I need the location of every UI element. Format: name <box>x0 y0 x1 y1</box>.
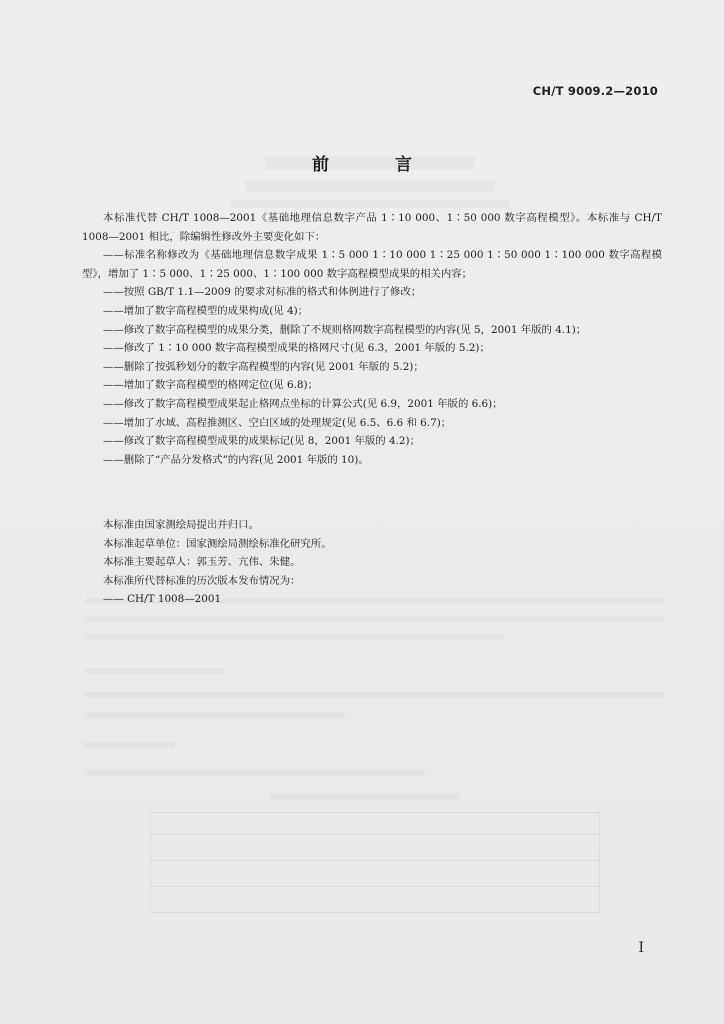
foreword-closing <box>82 516 662 609</box>
change-item: ——删除了“产品分发格式”的内容(见 2001 年版的 10)。 <box>103 453 369 466</box>
page-number: I <box>638 940 644 956</box>
standard-code: CH/T 9009.2—2010 <box>532 84 658 98</box>
change-item: ——标准名称修改为《基础地理信息数字成果 1∶5 000 1∶10 000 1∶25 000 1∶50 000 1∶100 000 数字高程模型》，增加了 1∶5 000、1∶25 000、1∶100 000 数字高程模型成果的相关内容； <box>82 249 662 280</box>
change-item: ——修改了数字高程模型成果的成果标记(见 8，2001 年版的 4.2)； <box>103 435 420 448</box>
change-item: ——修改了数字高程模型成果起止格网点坐标的计算公式(见 6.9，2001 年版的 6.6)； <box>103 397 503 410</box>
intro-paragraph: 本标准代替 CH/T 1008—2001《基础地理信息数字产品 1∶10 000、1∶50 000 数字高程模型》。本标准与 CH/T 1008—2001 相比，除编辑性修改外主要变化如下： <box>82 212 662 243</box>
change-item: ——删除了按弧秒划分的数字高程模型的内容(见 2001 年版的 5.2)； <box>103 360 424 373</box>
page-title: 前 言 <box>312 155 442 175</box>
proposer-line: 本标准由国家测绘局提出并归口。 <box>103 519 259 531</box>
foreword-body <box>82 209 662 469</box>
change-item: ——增加了数字高程模型的格网定位(见 6.8)； <box>103 379 318 392</box>
change-item: ——修改了 1∶10 000 数字高程模型成果的格网尺寸(见 6.3，2001 年版的 5.2)； <box>103 342 490 355</box>
change-item: ——增加了数字高程模型的成果构成(见 4)； <box>103 304 309 317</box>
drafting-unit-line: 本标准起草单位：国家测绘局测绘标准化研究所。 <box>103 537 332 550</box>
change-item: ——按照 GB/T 1.1—2009 的要求对标准的格式和体例进行了修改； <box>103 286 422 299</box>
drafters-line: 本标准主要起草人：郭玉芳、亢伟、朱健。 <box>103 556 301 569</box>
change-item: ——修改了数字高程模型的成果分类，删除了不规则格网数字高程模型的内容(见 5，2001 年版的 4.1)； <box>103 323 587 336</box>
history-item: —— CH/T 1008—2001 <box>103 593 222 606</box>
history-intro-line: 本标准所代替标准的历次版本发布情况为： <box>103 574 301 587</box>
change-item: ——增加了水域、高程推测区、空白区域的处理规定(见 6.5、6.6 和 6.7)； <box>103 416 452 429</box>
